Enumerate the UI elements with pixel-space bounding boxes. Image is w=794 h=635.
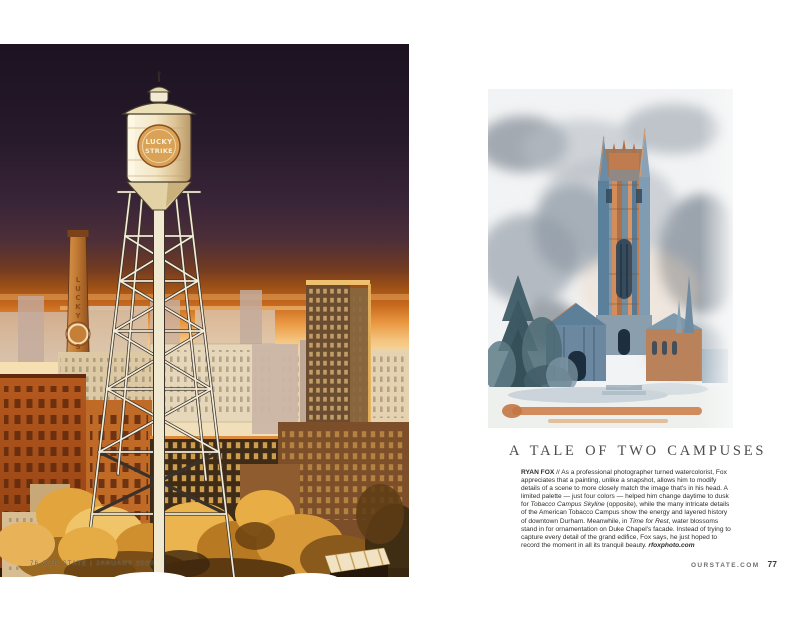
water-tower-logo bbox=[138, 125, 180, 167]
left-artwork-tobacco-campus-skyline bbox=[0, 44, 409, 577]
smokestack-vertical-text-1: L U C K Y bbox=[75, 276, 81, 320]
right-artwork-time-for-rest bbox=[488, 89, 733, 428]
left-painting-canvas bbox=[0, 44, 409, 577]
left-page-footer: 76 OUR STATE | JANUARY 2020 bbox=[30, 561, 155, 567]
footer-website: OURSTATE.COM bbox=[690, 562, 760, 569]
water-tower-logo-line2: STRIKE bbox=[145, 147, 173, 155]
article-body: RYAN FOX // As a professional photographer turned watercolorist, Fox appreciates that a painting, unlike a snapshot, allows him to modify details of a scene to more closely match the image that's in his head. A limited palette — just four colors — helped him change daytime to dusk for Tobacco Campus Skyline (opposite), while the many intricate details of the American Tobacco Campus show the energy and layered history of downtown Durham. Meanwhile, in Time for Rest, water blossoms stand in for ornamentation on Duke Chapel's facade. Instead of trying to capture every detail of the grand edifice, Fox says, he just hoped to record the moment in all its tranquil beauty. rfoxphoto.com bbox=[521, 469, 731, 549]
water-tower-logo-line1: LUCKY bbox=[145, 138, 173, 146]
smokestack-vertical-text-2: S bbox=[75, 343, 81, 351]
right-painting-canvas bbox=[488, 89, 733, 428]
right-page-footer bbox=[691, 559, 777, 569]
wash-fade-edge bbox=[700, 89, 733, 428]
footer-page-number: 77 bbox=[767, 559, 777, 569]
foreground-ground bbox=[488, 383, 733, 428]
article-title: A TALE OF TWO CAMPUSES bbox=[509, 443, 767, 459]
